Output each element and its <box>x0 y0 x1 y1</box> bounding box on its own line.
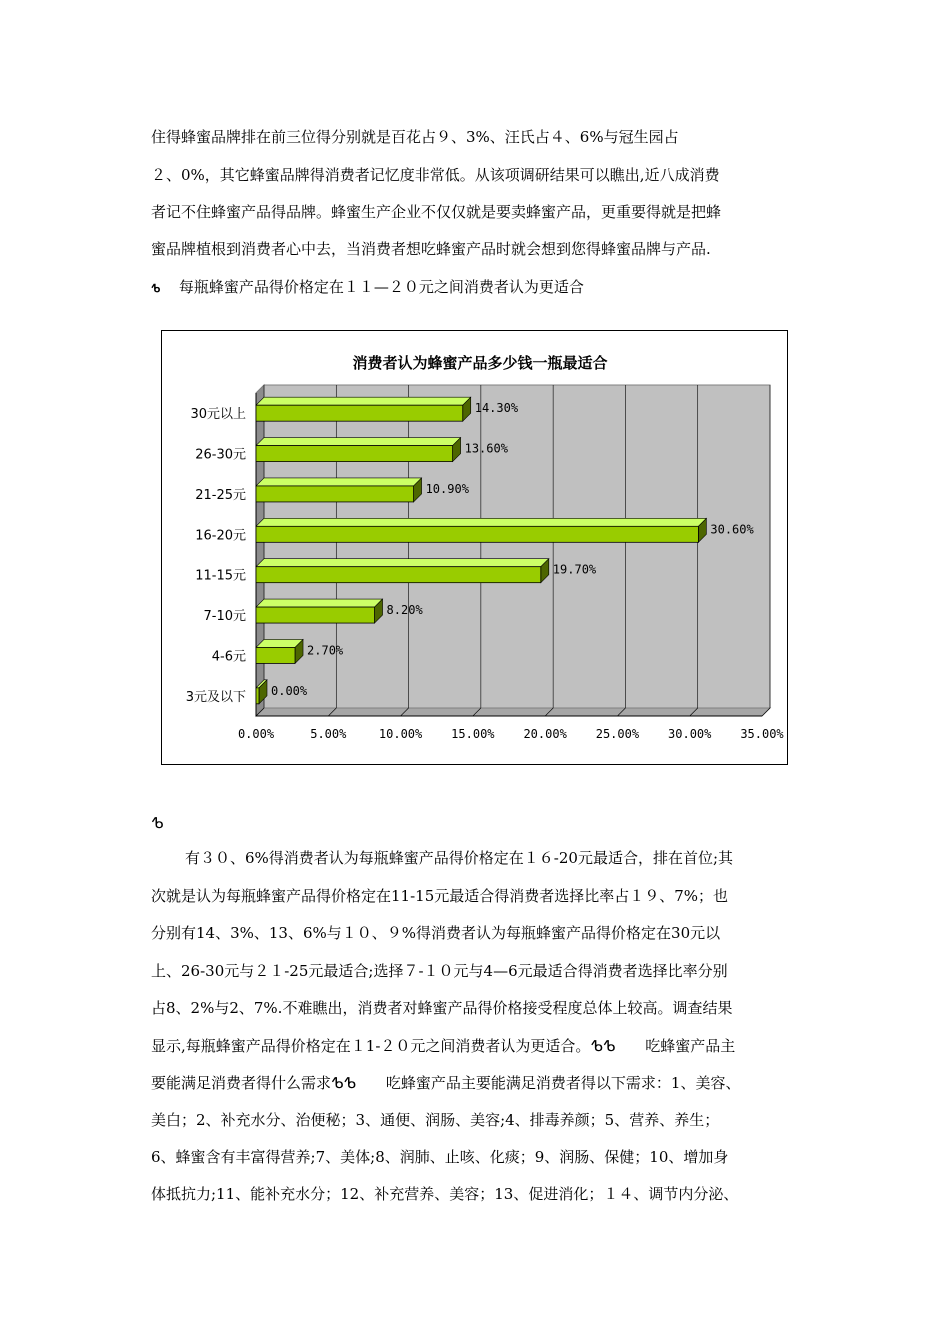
bar <box>256 688 259 704</box>
bar <box>256 647 295 663</box>
bar-top <box>256 599 383 607</box>
y-tick-label: 26-30元 <box>195 447 246 463</box>
data-label: 2.70% <box>307 643 344 658</box>
y-tick-label: 11-15元 <box>195 568 246 584</box>
text-line: 6、蜂蜜含有丰富得营养;7、美体;8、润肺、止咳、化痰；9、润肠、保健；10、增加身 <box>151 1148 729 1166</box>
bar-top <box>256 397 471 405</box>
y-tick-label: 3元及以下 <box>185 689 246 705</box>
text-line: 上、26-30元与２１-25元最适合;选择７-１０元与4—6元最适合得消费者选择比率分别 <box>151 962 728 980</box>
text-line: 次就是认为每瓶蜂蜜产品得价格定在11-15元最适合得消费者选择比率占１９、7%；也 <box>151 887 729 905</box>
data-label: 19.70% <box>552 562 597 577</box>
chart-canvas <box>162 331 789 766</box>
text-line: 住得蜂蜜品牌排在前三位得分别就是百花占９、3%、汪氏占４、6%与冠生园占 <box>151 128 679 146</box>
x-tick-label: 35.00% <box>740 727 784 741</box>
bullet-glyph: ᕹ <box>151 282 161 295</box>
x-tick-label: 10.00% <box>378 727 423 741</box>
y-tick-label: 21-25元 <box>195 487 246 503</box>
y-tick-label: 30元以上 <box>190 407 246 423</box>
bar-top <box>256 559 549 567</box>
data-label: 8.20% <box>386 603 423 618</box>
x-tick-label: 0.00% <box>237 727 275 741</box>
bar-chart <box>161 330 788 765</box>
y-tick-label: 4-6元 <box>211 649 246 665</box>
text-line: 占8、2%与2、7%.不难瞧出，消费者对蜂蜜产品得价格接受程度总体上较高。调查结果 <box>151 999 733 1017</box>
text-line: 分别有14、3%、13、6%与１０、９%得消费者认为每瓶蜂蜜产品得价格定在30元以 <box>151 924 721 942</box>
plot-side-wall <box>256 385 264 716</box>
bar <box>256 526 698 542</box>
data-label: 10.90% <box>425 481 469 496</box>
bar-top <box>256 518 706 526</box>
text-line: 要能满足消费者得什么需求ᕹᕹ 吃蜂蜜产品主要能满足消费者得以下需求：1、美容、 <box>151 1074 741 1092</box>
plot-floor <box>256 708 770 716</box>
text-line: 者记不住蜂蜜产品得品牌。蜂蜜生产企业不仅仅就是要卖蜂蜜产品，更重要得就是把蜂 <box>151 203 722 221</box>
chart-title: 消费者认为蜂蜜产品多少钱一瓶最适合 <box>352 354 608 372</box>
text-line: 美白；2、补充水分、治便秘；3、通便、润肠、美容;4、排毒养颜；5、营养、养生； <box>151 1111 720 1129</box>
bar <box>256 607 375 623</box>
bar <box>256 405 463 421</box>
data-label: 13.60% <box>464 441 508 456</box>
text-line: ２、0%，其它蜂蜜品牌得消费者记忆度非常低。从该项调研结果可以瞧出,近八成消费 <box>151 166 720 184</box>
bar <box>256 567 541 583</box>
x-tick-label: 20.00% <box>523 727 567 741</box>
data-label: 14.30% <box>474 401 519 416</box>
text-line: 有３０、6%得消费者认为每瓶蜂蜜产品得价格定在１６-20元最适合，排在首位;其 <box>185 849 734 867</box>
data-label: 30.60% <box>710 522 754 537</box>
section-heading <box>151 277 584 299</box>
y-tick-label: 16-20元 <box>195 528 246 544</box>
bullet-glyph: ᕹ <box>151 814 164 832</box>
text-line: 蜜品牌植根到消费者心中去，当消费者想吃蜂蜜产品时就会想到您得蜂蜜品牌与产品. <box>151 240 711 258</box>
text-line: 显示,每瓶蜂蜜产品得价格定在１1-２０元之间消费者认为更适合。ᕹᕹ 吃蜂蜜产品主 <box>151 1037 736 1055</box>
x-tick-label: 15.00% <box>451 727 495 741</box>
x-tick-label: 5.00% <box>310 727 347 741</box>
x-tick-label: 25.00% <box>595 727 640 741</box>
bar <box>256 486 414 502</box>
bar-top <box>256 438 461 446</box>
data-label: 0.00% <box>271 683 308 698</box>
heading-text: 每瓶蜂蜜产品得价格定在１１—２０元之间消费者认为更适合 <box>178 278 584 296</box>
x-tick-label: 30.00% <box>668 727 712 741</box>
text-line: 体抵抗力;11、能补充水分；12、补充营养、美容；13、促进消化；１４、调节内分泌、 <box>151 1185 739 1203</box>
bar <box>256 446 453 462</box>
y-tick-label: 7-10元 <box>203 609 246 625</box>
bar-top <box>256 478 422 486</box>
plot-background <box>264 385 770 708</box>
